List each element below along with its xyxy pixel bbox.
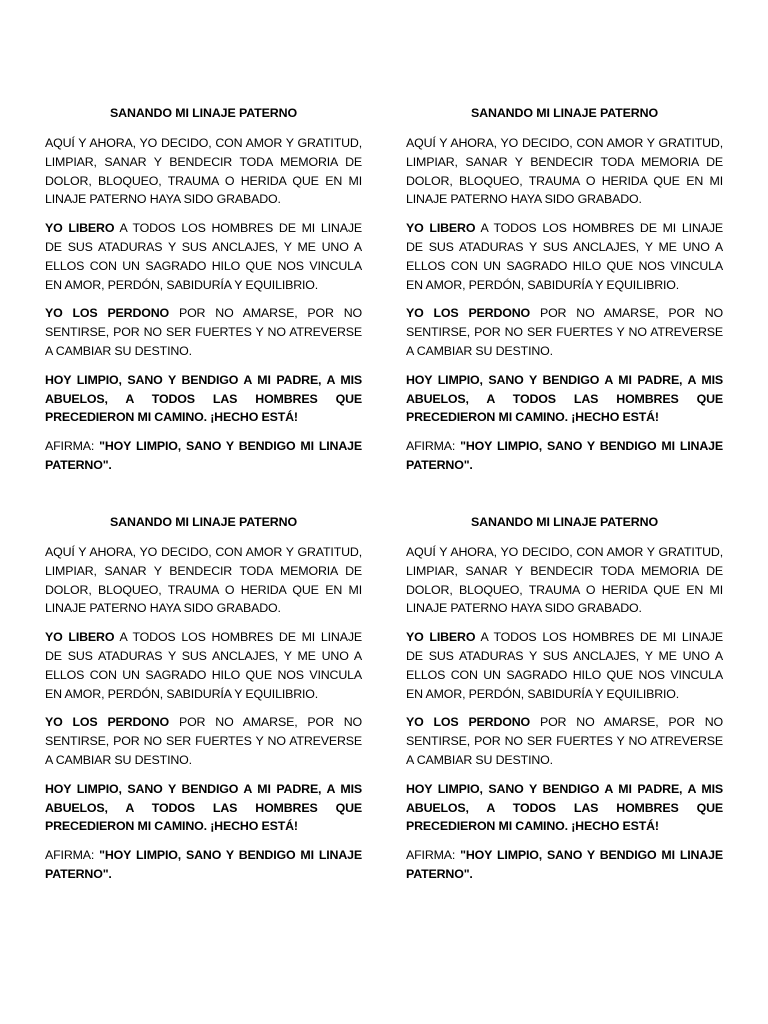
release-text: A TODOS LOS HOMBRES DE MI LINAJE DE SUS ATADURAS Y SUS ANCLAJES, Y ME UNO A ELLOS CON UN SAGRADO HILO QUE NOS VINCULA EN AMOR, PERDÓN, SABIDURÍA Y EQUILIBRIO. [406, 630, 724, 701]
forgive-lead: YO LOS PERDONO [45, 306, 170, 321]
paragraph-intention: AQUÍ Y AHORA, YO DECIDO, CON AMOR Y GRATITUD, LIMPIAR, SANAR Y BENDECIR TODA MEMORIA DE DOLOR, BLOQUEO, TRAUMA O HERIDA QUE EN MI LINAJE PATERNO HAYA SIDO GRABADO. [406, 136, 723, 207]
paragraph-affirmation [45, 846, 362, 884]
affirmation-lead: AFIRMA: [406, 439, 461, 454]
paragraph-intention: AQUÍ Y AHORA, YO DECIDO, CON AMOR Y GRATITUD, LIMPIAR, SANAR Y BENDECIR TODA MEMORIA DE DOLOR, BLOQUEO, TRAUMA O HERIDA QUE EN MI LINAJE PATERNO HAYA SIDO GRABADO. [45, 136, 362, 207]
affirmation-lead: AFIRMA: [406, 848, 461, 863]
affirmation-lead: AFIRMA: [45, 439, 100, 454]
prayer-card [45, 104, 362, 485]
card-title: SANANDO MI LINAJE PATERNO [470, 106, 659, 120]
paragraph-forgive [45, 713, 362, 769]
release-text: A TODOS LOS HOMBRES DE MI LINAJE DE SUS ATADURAS Y SUS ANCLAJES, Y ME UNO A ELLOS CON UN SAGRADO HILO QUE NOS VINCULA EN AMOR, PERDÓN, SABIDURÍA Y EQUILIBRIO. [406, 221, 724, 292]
affirmation-quote: "HOY LIMPIO, SANO Y BENDIGO MI LINAJE PATERNO". [45, 848, 362, 881]
forgive-text: POR NO AMARSE, POR NO SENTIRSE, POR NO SER FUERTES Y NO ATREVERSE A CAMBIAR SU DESTINO. [45, 306, 362, 358]
paragraph-blessing: HOY LIMPIO, SANO Y BENDIGO A MI PADRE, A MIS ABUELOS, A TODOS LAS HOMBRES QUE PRECEDIERON MI CAMINO. ¡HECHO ESTÁ! [406, 372, 723, 425]
forgive-text: POR NO AMARSE, POR NO SENTIRSE, POR NO SER FUERTES Y NO ATREVERSE A CAMBIAR SU DESTINO. [406, 306, 723, 358]
paragraph-release [406, 628, 723, 703]
affirmation-quote: "HOY LIMPIO, SANO Y BENDIGO MI LINAJE PATERNO". [406, 848, 723, 881]
paragraph-release [406, 219, 723, 294]
paragraph-blessing: HOY LIMPIO, SANO Y BENDIGO A MI PADRE, A MIS ABUELOS, A TODOS LAS HOMBRES QUE PRECEDIERON MI CAMINO. ¡HECHO ESTÁ! [45, 372, 362, 425]
paragraph-affirmation [406, 437, 723, 475]
prayer-card [406, 513, 723, 894]
paragraph-forgive [45, 304, 362, 360]
release-lead: YO LIBERO [45, 630, 115, 645]
forgive-lead: YO LOS PERDONO [45, 715, 170, 730]
forgive-text: POR NO AMARSE, POR NO SENTIRSE, POR NO SER FUERTES Y NO ATREVERSE A CAMBIAR SU DESTINO. [406, 715, 723, 767]
prayer-card [45, 513, 362, 894]
paragraph-forgive [406, 713, 723, 769]
prayer-card [406, 104, 723, 485]
paragraph-affirmation [45, 437, 362, 475]
forgive-lead: YO LOS PERDONO [406, 306, 531, 321]
affirmation-quote: "HOY LIMPIO, SANO Y BENDIGO MI LINAJE PATERNO". [45, 439, 362, 472]
release-lead: YO LIBERO [406, 221, 476, 236]
release-text: A TODOS LOS HOMBRES DE MI LINAJE DE SUS ATADURAS Y SUS ANCLAJES, Y ME UNO A ELLOS CON UN SAGRADO HILO QUE NOS VINCULA EN AMOR, PERDÓN, SABIDURÍA Y EQUILIBRIO. [45, 630, 363, 701]
paragraph-intention: AQUÍ Y AHORA, YO DECIDO, CON AMOR Y GRATITUD, LIMPIAR, SANAR Y BENDECIR TODA MEMORIA DE DOLOR, BLOQUEO, TRAUMA O HERIDA QUE EN MI LINAJE PATERNO HAYA SIDO GRABADO. [45, 545, 362, 616]
paragraph-affirmation [406, 846, 723, 884]
paragraph-forgive [406, 304, 723, 360]
affirmation-lead: AFIRMA: [45, 848, 100, 863]
release-lead: YO LIBERO [45, 221, 115, 236]
affirmation-quote: "HOY LIMPIO, SANO Y BENDIGO MI LINAJE PATERNO". [406, 439, 723, 472]
paragraph-release [45, 219, 362, 294]
paragraph-release [45, 628, 362, 703]
paragraph-blessing: HOY LIMPIO, SANO Y BENDIGO A MI PADRE, A MIS ABUELOS, A TODOS LAS HOMBRES QUE PRECEDIERON MI CAMINO. ¡HECHO ESTÁ! [45, 781, 362, 834]
forgive-lead: YO LOS PERDONO [406, 715, 531, 730]
paragraph-intention: AQUÍ Y AHORA, YO DECIDO, CON AMOR Y GRATITUD, LIMPIAR, SANAR Y BENDECIR TODA MEMORIA DE DOLOR, BLOQUEO, TRAUMA O HERIDA QUE EN MI LINAJE PATERNO HAYA SIDO GRABADO. [406, 545, 723, 616]
forgive-text: POR NO AMARSE, POR NO SENTIRSE, POR NO SER FUERTES Y NO ATREVERSE A CAMBIAR SU DESTINO. [45, 715, 362, 767]
card-title: SANANDO MI LINAJE PATERNO [470, 515, 659, 529]
release-text: A TODOS LOS HOMBRES DE MI LINAJE DE SUS ATADURAS Y SUS ANCLAJES, Y ME UNO A ELLOS CON UN SAGRADO HILO QUE NOS VINCULA EN AMOR, PERDÓN, SABIDURÍA Y EQUILIBRIO. [45, 221, 363, 292]
release-lead: YO LIBERO [406, 630, 476, 645]
card-title: SANANDO MI LINAJE PATERNO [109, 515, 298, 529]
card-title: SANANDO MI LINAJE PATERNO [109, 106, 298, 120]
paragraph-blessing: HOY LIMPIO, SANO Y BENDIGO A MI PADRE, A MIS ABUELOS, A TODOS LAS HOMBRES QUE PRECEDIERON MI CAMINO. ¡HECHO ESTÁ! [406, 781, 723, 834]
